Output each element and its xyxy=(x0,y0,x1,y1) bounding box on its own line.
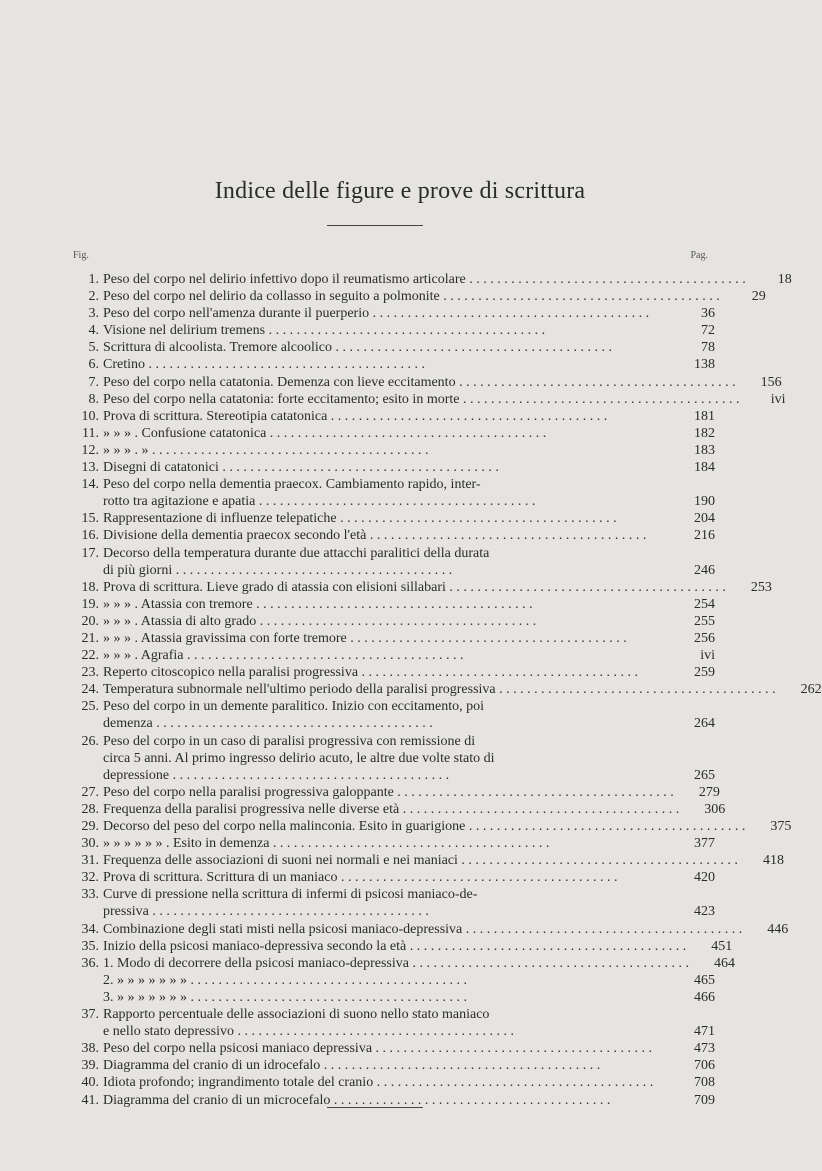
index-entry xyxy=(70,288,766,305)
entry-page-number: 262 xyxy=(800,682,822,698)
index-entry xyxy=(70,664,715,681)
entry-description xyxy=(103,801,679,818)
entry-number: 36. xyxy=(81,955,99,971)
entry-number: 29. xyxy=(81,819,99,834)
entry-text: Idiota profondo; ingrandimento totale del cranio . . . . . . . . . . . . . . . . . . . . . . . . . . . . . . . . . . . . . . . . xyxy=(103,1075,654,1091)
entry-text: Decorso del peso del corpo nella malinconia. Esito in guarigione . . . . . . . . . . . . . . . . . . . . . . . . . . . . . . . . . . . . . . . . xyxy=(103,819,746,834)
entry-number: 15. xyxy=(81,511,99,527)
entry-text: Peso del corpo in un demente paralitico. Inizio con eccitamento, poi xyxy=(103,699,484,715)
entry-text: Decorso della temperatura durante due attacchi paralitici della durata xyxy=(103,545,490,561)
index-entry xyxy=(70,698,715,732)
entry-text: Peso del corpo nella psicosi maniaco depressiva . . . . . . . . . . . . . . . . . . . . . . . . . . . . . . . . . . . . . . . . xyxy=(103,1041,653,1057)
entry-page-number: 138 xyxy=(694,357,715,373)
entry-page-number: ivi xyxy=(700,648,715,664)
entry-number: 18. xyxy=(81,579,99,595)
entry-number: 17. xyxy=(81,545,99,561)
entry-page-number: 156 xyxy=(760,374,782,390)
entry-text: Temperatura subnormale nell'ultimo periodo della paralisi progressiva . . . . . . . . . . . . . . . . . . . . . . . . . . . . . . . . . . . . . . . . xyxy=(103,682,776,698)
entry-description xyxy=(103,852,738,869)
index-entry xyxy=(70,733,715,784)
entry-text: » » » . » . . . . . . . . . . . . . . . . . . . . . . . . . . . . . . . . . . . . . . . . xyxy=(103,442,429,458)
column-header-pag: Pag. xyxy=(690,250,708,261)
entry-page-number: 259 xyxy=(694,665,715,681)
entry-page-number: 181 xyxy=(694,408,715,424)
entry-page-number: 451 xyxy=(711,938,733,954)
entry-description xyxy=(103,989,669,1006)
entry-text: Prova di scrittura. Stereotipia catatonica . . . . . . . . . . . . . . . . . . . . . . . . . . . . . . . . . . . . . . . . xyxy=(103,408,608,424)
entry-page-number: 256 xyxy=(694,630,715,646)
entry-text: Peso del corpo nell'amenza durante il puerperio . . . . . . . . . . . . . . . . . . . . . . . . . . . . . . . . . . . . . . . . xyxy=(103,306,650,322)
entry-number: 6. xyxy=(88,357,99,373)
entry-text: Scrittura di alcoolista. Tremore alcoolico . . . . . . . . . . . . . . . . . . . . . . . . . . . . . . . . . . . . . . . . xyxy=(103,340,613,356)
entry-description xyxy=(103,510,669,527)
entry-text: Peso del corpo nella dementia praecox. Cambiamento rapido, inter- xyxy=(103,477,481,493)
entry-page-number: 246 xyxy=(694,562,715,578)
entry-text: Peso del corpo nella catatonia. Demenza con lieve eccitamento . . . . . . . . . . . . . . . . . . . . . . . . . . . . . . . . . . . . . . . . xyxy=(103,374,736,390)
entry-page-number: 184 xyxy=(694,460,715,476)
entry-description xyxy=(103,664,669,681)
entry-number: 21. xyxy=(81,630,99,646)
entry-description xyxy=(103,835,669,852)
entry-number: 34. xyxy=(81,921,99,937)
entry-description xyxy=(103,921,742,938)
entry-text: 1. Modo di decorrere della psicosi maniaco-depressiva . . . . . . . . . . . . . . . . . . . . . . . . . . . . . . . . . . . . . . . . xyxy=(103,955,689,971)
index-entry xyxy=(70,869,715,886)
index-entry xyxy=(70,356,715,373)
entry-description xyxy=(103,425,669,442)
entry-number: 32. xyxy=(81,870,99,886)
index-entry xyxy=(70,1057,715,1074)
entry-text: 3. » » » » » » » . . . . . . . . . . . . . . . . . . . . . . . . . . . . . . . . . . . . . . . . xyxy=(103,989,467,1005)
entry-number: 38. xyxy=(81,1041,99,1057)
entry-page-number: 254 xyxy=(694,596,715,612)
entry-page-number: 464 xyxy=(713,955,735,971)
entry-description xyxy=(103,886,669,920)
entry-text: » » » . Atassia di alto grado . . . . . . . . . . . . . . . . . . . . . . . . . . . . . . . . . . . . . . . . xyxy=(103,613,537,629)
entry-page-number: 418 xyxy=(762,853,784,869)
entry-description xyxy=(103,391,739,408)
entry-page-number: 377 xyxy=(694,836,715,852)
entry-text: Peso del corpo nel delirio infettivo dopo il reumatismo articolare . . . . . . . . . . . . . . . . . . . . . . . . . . . . . . . . . . . . . . . . xyxy=(103,272,746,287)
entry-number: 2. xyxy=(88,289,99,305)
entry-description xyxy=(103,818,745,835)
entry-description xyxy=(103,698,669,732)
entry-description xyxy=(103,339,669,356)
entry-text: Peso del corpo nel delirio da collasso in seguito a polmonite . . . . . . . . . . . . . . . . . . . . . . . . . . . . . . . . . . . . . . . . xyxy=(103,289,720,305)
entry-text: Diagramma del cranio di un microcefalo . . . . . . . . . . . . . . . . . . . . . . . . . . . . . . . . . . . . . . . . xyxy=(103,1092,611,1108)
entry-number: 1. xyxy=(88,272,99,287)
entry-description xyxy=(103,1006,669,1040)
entry-text: Visione nel delirium tremens . . . . . . . . . . . . . . . . . . . . . . . . . . . . . . . . . . . . . . . . xyxy=(103,323,546,339)
entry-text: Curve di pressione nella scrittura di infermi di psicosi maniaco-de- xyxy=(103,887,478,903)
index-entry xyxy=(70,339,715,356)
index-entry xyxy=(70,1074,715,1091)
entry-number: 23. xyxy=(81,665,99,681)
index-entry xyxy=(70,647,715,664)
entry-text-continued: depressione . . . . . . . . . . . . . . . . . . . . . . . . . . . . . . . . . . . . . . . . xyxy=(103,767,450,783)
index-entry xyxy=(70,1006,715,1040)
entry-text: Peso del corpo nella catatonia: forte eccitamento; esito in morte . . . . . . . . . . . . . . . . . . . . . . . . . . . . . . . . . . . . . . . . xyxy=(103,391,740,407)
index-entry xyxy=(70,681,822,698)
index-entry xyxy=(70,921,789,938)
entry-description xyxy=(103,545,669,579)
entry-number: 30. xyxy=(81,836,99,852)
entry-number: 3. xyxy=(88,306,99,322)
entry-description xyxy=(103,1074,669,1091)
entry-description xyxy=(103,1040,669,1057)
entry-page-number: 190 xyxy=(694,494,715,510)
entry-text: 2. » » » » » » » . . . . . . . . . . . . . . . . . . . . . . . . . . . . . . . . . . . . . . . . xyxy=(103,972,467,988)
index-entry xyxy=(70,510,715,527)
entry-description xyxy=(103,271,746,288)
entry-number: 39. xyxy=(81,1058,99,1074)
entry-text: Frequenza della paralisi progressiva nelle diverse età . . . . . . . . . . . . . . . . . . . . . . . . . . . . . . . . . . . . . . . . xyxy=(103,801,680,817)
entry-text: Rapporto percentuale delle associazioni di suono nello stato maniaco xyxy=(103,1007,490,1023)
index-entry xyxy=(70,476,715,510)
entry-description xyxy=(103,356,669,373)
entry-page-number: 255 xyxy=(694,613,715,629)
entry-page-number: 216 xyxy=(694,528,715,544)
entry-number: 12. xyxy=(81,442,99,458)
entry-number: 33. xyxy=(81,887,99,903)
entry-number: 31. xyxy=(81,853,99,869)
entry-description xyxy=(103,613,669,630)
index-entry xyxy=(70,972,715,989)
entry-description xyxy=(103,955,689,972)
entry-description xyxy=(103,442,669,459)
entry-description xyxy=(103,784,674,801)
index-entry xyxy=(70,938,733,955)
entry-description xyxy=(103,322,669,339)
entry-page-number: 306 xyxy=(704,801,726,817)
entry-text: » » » . Confusione catatonica . . . . . . . . . . . . . . . . . . . . . . . . . . . . . . . . . . . . . . . . xyxy=(103,425,547,441)
entry-number: 10. xyxy=(81,408,99,424)
entry-text: Disegni di catatonici . . . . . . . . . . . . . . . . . . . . . . . . . . . . . . . . . . . . . . . . xyxy=(103,460,499,476)
entry-page-number: 264 xyxy=(694,716,715,732)
index-entry xyxy=(70,271,792,288)
index-entry xyxy=(70,784,720,801)
entry-number: 7. xyxy=(88,374,99,390)
entry-page-number: 708 xyxy=(694,1075,715,1091)
index-entry xyxy=(70,579,772,596)
entry-number: 22. xyxy=(81,648,99,664)
bottom-divider xyxy=(327,1107,423,1108)
index-entry xyxy=(70,818,792,835)
column-header-fig: Fig. xyxy=(73,250,89,261)
entry-page-number: 473 xyxy=(694,1041,715,1057)
entry-page-number: 446 xyxy=(767,921,789,937)
entry-text-continued: di più giorni . . . . . . . . . . . . . . . . . . . . . . . . . . . . . . . . . . . . . . . . xyxy=(103,562,453,578)
entry-number: 37. xyxy=(81,1007,99,1023)
entry-number: 4. xyxy=(88,323,99,339)
entry-number: 8. xyxy=(88,391,99,407)
index-entry xyxy=(70,459,715,476)
index-entry xyxy=(70,835,715,852)
entry-number: 24. xyxy=(81,682,99,698)
entry-page-number: 72 xyxy=(701,323,715,339)
entry-description xyxy=(103,288,720,305)
entry-page-number: 36 xyxy=(701,306,715,322)
entry-text-continued: rotto tra agitazione e apatia . . . . . . . . . . . . . . . . . . . . . . . . . . . . . . . . . . . . . . . . xyxy=(103,494,536,510)
entry-page-number: ivi xyxy=(770,391,786,407)
entry-text: Divisione della dementia praecox secondo l'età . . . . . . . . . . . . . . . . . . . . . . . . . . . . . . . . . . . . . . . . xyxy=(103,528,647,544)
entry-page-number: 182 xyxy=(694,425,715,441)
index-entry xyxy=(70,527,715,544)
entry-page-number: 709 xyxy=(694,1092,715,1108)
entry-description xyxy=(103,305,669,322)
entry-text: Rappresentazione di influenze telepatiche . . . . . . . . . . . . . . . . . . . . . . . . . . . . . . . . . . . . . . . . xyxy=(103,511,617,527)
entry-text: Inizio della psicosi maniaco-depressiva secondo la età . . . . . . . . . . . . . . . . . . . . . . . . . . . . . . . . . . . . . . . . xyxy=(103,938,687,954)
entry-number: 13. xyxy=(81,460,99,476)
entry-description xyxy=(103,869,669,886)
entry-page-number: 204 xyxy=(694,511,715,527)
entry-number: 20. xyxy=(81,613,99,629)
entry-page-number: 279 xyxy=(698,784,720,800)
entry-description xyxy=(103,374,736,391)
entry-page-number: 466 xyxy=(694,989,715,1005)
figure-index-list xyxy=(70,271,822,1109)
index-entry xyxy=(70,1040,715,1057)
index-entry xyxy=(70,391,786,408)
entry-description xyxy=(103,579,726,596)
entry-description xyxy=(103,459,669,476)
entry-description xyxy=(103,938,686,955)
index-entry xyxy=(70,989,715,1006)
entry-text: Peso del corpo nella paralisi progressiva galoppante . . . . . . . . . . . . . . . . . . . . . . . . . . . . . . . . . . . . . . . . xyxy=(103,784,674,800)
entry-description xyxy=(103,596,669,613)
index-entry xyxy=(70,305,715,322)
index-entry xyxy=(70,442,715,459)
entry-text: » » » . Atassia con tremore . . . . . . . . . . . . . . . . . . . . . . . . . . . . . . . . . . . . . . . . xyxy=(103,596,533,612)
entry-text: Prova di scrittura. Scrittura di un maniaco . . . . . . . . . . . . . . . . . . . . . . . . . . . . . . . . . . . . . . . . xyxy=(103,870,618,886)
entry-page-number: 253 xyxy=(750,579,772,595)
entry-number: 5. xyxy=(88,340,99,356)
entry-text: » » » . Atassia gravissima con forte tremore . . . . . . . . . . . . . . . . . . . . . . . . . . . . . . . . . . . . . . . . xyxy=(103,630,627,646)
index-entry xyxy=(70,374,782,391)
entry-page-number: 706 xyxy=(694,1058,715,1074)
index-entry xyxy=(70,955,735,972)
index-entry xyxy=(70,852,784,869)
index-entry xyxy=(70,322,715,339)
entry-description xyxy=(103,681,776,698)
entry-text: Cretino . . . . . . . . . . . . . . . . . . . . . . . . . . . . . . . . . . . . . . . . xyxy=(103,357,425,373)
entry-description xyxy=(103,1057,669,1074)
entry-description xyxy=(103,476,669,510)
entry-number: 40. xyxy=(81,1075,99,1091)
entry-page-number: 423 xyxy=(694,904,715,920)
entry-page-number: 420 xyxy=(694,870,715,886)
index-entry xyxy=(70,630,715,647)
entry-description xyxy=(103,527,669,544)
entry-text: Diagramma del cranio di un idrocefalo . . . . . . . . . . . . . . . . . . . . . . . . . . . . . . . . . . . . . . . . xyxy=(103,1058,601,1074)
page-title: Indice delle figure e prove di scrittura xyxy=(214,178,586,204)
entry-page-number: 265 xyxy=(694,767,715,783)
index-entry xyxy=(70,425,715,442)
entry-text: Peso del corpo in un caso di paralisi progressiva con remissione di xyxy=(103,733,476,749)
entry-description xyxy=(103,972,669,989)
index-entry xyxy=(70,613,715,630)
entry-number: 25. xyxy=(81,699,99,715)
entry-page-number: 183 xyxy=(694,442,715,458)
entry-description xyxy=(103,408,669,425)
entry-page-number: 18 xyxy=(777,272,792,287)
title-divider xyxy=(327,225,423,226)
entry-number: 26. xyxy=(81,733,99,749)
entry-page-number: 29 xyxy=(751,289,766,305)
entry-page-number: 465 xyxy=(694,972,715,988)
entry-description xyxy=(103,630,669,647)
entry-number: 14. xyxy=(81,477,99,493)
entry-text-continued: demenza . . . . . . . . . . . . . . . . . . . . . . . . . . . . . . . . . . . . . . . . xyxy=(103,716,433,732)
entry-text: Combinazione degli stati misti nella psicosi maniaco-depressiva . . . . . . . . . . . . . . . . . . . . . . . . . . . . . . . . . . . . . . . . xyxy=(103,921,743,937)
entry-text-continued: circa 5 anni. Al primo ingresso delirio acuto, le altre due volte stato di xyxy=(103,750,495,766)
index-entry xyxy=(70,886,715,920)
entry-text-continued: e nello stato depressivo . . . . . . . . . . . . . . . . . . . . . . . . . . . . . . . . . . . . . . . . xyxy=(103,1024,515,1040)
entry-number: 41. xyxy=(81,1092,99,1108)
entry-text-continued: pressiva . . . . . . . . . . . . . . . . . . . . . . . . . . . . . . . . . . . . . . . . xyxy=(103,904,429,920)
entry-number: 28. xyxy=(81,801,99,817)
entry-text: Reperto citoscopico nella paralisi progressiva . . . . . . . . . . . . . . . . . . . . . . . . . . . . . . . . . . . . . . . . xyxy=(103,665,639,681)
entry-number: 35. xyxy=(81,938,99,954)
index-entry xyxy=(70,545,715,579)
entry-page-number: 78 xyxy=(701,340,715,356)
index-entry xyxy=(70,801,726,818)
entry-text: Prova di scrittura. Lieve grado di atassia con elisioni sillabari . . . . . . . . . . . . . . . . . . . . . . . . . . . . . . . . . . . . . . . . xyxy=(103,579,726,595)
entry-text: Frequenza delle associazioni di suoni nei normali e nei maniaci . . . . . . . . . . . . . . . . . . . . . . . . . . . . . . . . . . . . . . . . xyxy=(103,853,738,869)
entry-text: » » » . Agrafia . . . . . . . . . . . . . . . . . . . . . . . . . . . . . . . . . . . . . . . . xyxy=(103,648,464,664)
entry-description xyxy=(103,733,669,784)
entry-text: » » » » » » . Esito in demenza . . . . . . . . . . . . . . . . . . . . . . . . . . . . . . . . . . . . . . . . xyxy=(103,836,550,852)
index-entry xyxy=(70,408,715,425)
index-entry xyxy=(70,596,715,613)
entry-page-number: 375 xyxy=(770,819,792,834)
entry-number: 19. xyxy=(81,596,99,612)
entry-number: 11. xyxy=(82,425,99,441)
entry-description xyxy=(103,647,669,664)
entry-number: 16. xyxy=(81,528,99,544)
entry-page-number: 471 xyxy=(694,1024,715,1040)
entry-number: 27. xyxy=(81,784,99,800)
